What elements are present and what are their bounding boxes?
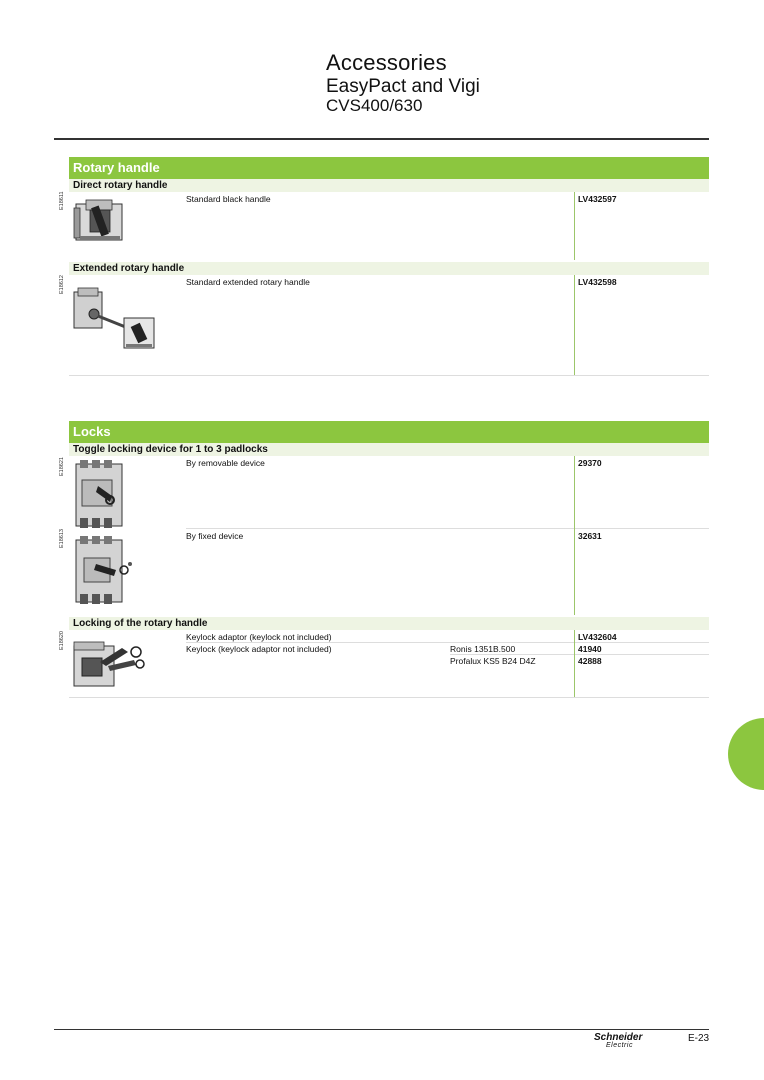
subheading-toggle-locking: Toggle locking device for 1 to 3 padlocks — [69, 443, 709, 456]
reference-divider — [574, 275, 575, 375]
description-text: Standard extended rotary handle — [186, 277, 310, 287]
row-divider — [69, 375, 709, 376]
footer-divider — [54, 1029, 709, 1030]
figure-code: E18612 — [59, 275, 65, 294]
reference-number: 32631 — [578, 531, 602, 541]
page-subtitle: EasyPact and Vigi — [326, 76, 480, 97]
description-text: Keylock (keylock adaptor not included) — [186, 644, 332, 654]
description-text: By removable device — [186, 458, 265, 468]
reference-number: LV432597 — [578, 194, 617, 204]
page-model: CVS400/630 — [326, 96, 423, 115]
direct-rotary-handle-image — [72, 196, 128, 251]
subheading-extended-rotary: Extended rotary handle — [69, 262, 709, 275]
fixed-locking-device-image — [72, 534, 138, 613]
reference-number: 41940 — [578, 644, 602, 654]
extended-rotary-handle-image — [72, 284, 162, 359]
reference-divider — [574, 630, 575, 697]
reference-divider — [574, 456, 575, 615]
description-text: Keylock adaptor (keylock not included) — [186, 632, 332, 642]
keylock-model: Profalux KS5 B24 D4Z — [450, 656, 536, 666]
subheading-rotary-locking: Locking of the rotary handle — [69, 617, 709, 630]
row-divider — [69, 697, 709, 698]
page-title: Accessories — [326, 50, 447, 75]
reference-number: 29370 — [578, 458, 602, 468]
section-rotary-handle: Rotary handle — [69, 157, 709, 179]
page-number: E-23 — [688, 1033, 710, 1044]
figure-code: E18613 — [59, 529, 65, 548]
brand-logo: Schneider — [594, 1032, 643, 1043]
description-text: By fixed device — [186, 531, 244, 541]
figure-code: E18620 — [59, 631, 65, 650]
keylock-adaptor-image — [72, 632, 148, 697]
row-divider — [186, 528, 709, 529]
figure-code: E18621 — [59, 457, 65, 476]
section-locks: Locks — [69, 421, 709, 443]
header-divider — [54, 138, 709, 140]
reference-number: 42888 — [578, 656, 602, 666]
keylock-model: Ronis 1351B.500 — [450, 644, 516, 654]
row-divider — [186, 642, 709, 643]
reference-number: LV432598 — [578, 277, 617, 287]
reference-number: LV432604 — [578, 632, 617, 642]
brand-logo-sub: Electric — [606, 1042, 633, 1049]
removable-locking-device-image — [72, 458, 128, 537]
description-text: Standard black handle — [186, 194, 271, 204]
figure-code: E18611 — [59, 191, 65, 210]
subheading-direct-rotary: Direct rotary handle — [69, 179, 709, 192]
reference-divider — [574, 192, 575, 260]
chapter-tab — [728, 718, 764, 790]
row-divider — [450, 654, 709, 655]
